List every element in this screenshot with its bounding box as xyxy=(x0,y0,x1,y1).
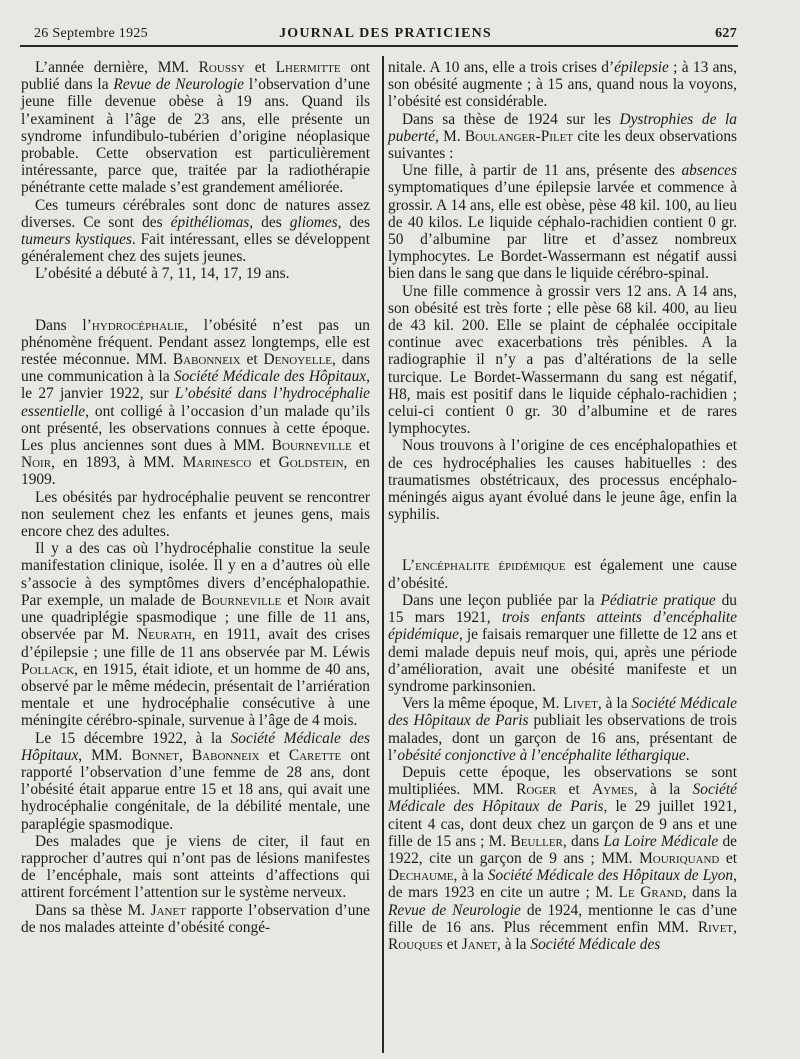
text-run: , en 1909. xyxy=(21,454,370,489)
text-run: L’ xyxy=(402,557,416,575)
smallcaps-run: Mouriquand xyxy=(639,849,720,867)
smallcaps-run: Le Grand xyxy=(618,884,683,902)
text-run: publiait les observations de trois malades, dont un garçon de 16 ans, présentant de l’ xyxy=(388,712,737,764)
running-header xyxy=(34,26,737,46)
text-run: et xyxy=(240,351,264,369)
italic-run: Pédiatrie pratique xyxy=(600,591,716,609)
italic-run: Société Médicale des Hôpitaux de Lyon xyxy=(487,867,734,885)
paragraph xyxy=(21,730,370,833)
text-run: L’année dernière, MM. xyxy=(35,59,199,76)
italic-run: La Loire Médicale xyxy=(603,832,719,850)
text-run: , dans xyxy=(562,832,604,850)
italic-run: Revue de Neurologie xyxy=(388,901,521,919)
smallcaps-run: Boulanger-Pilet xyxy=(464,127,574,145)
text-run: , de mars 1923 en cite un autre ; M. xyxy=(388,867,737,902)
text-run: , MM. xyxy=(78,746,132,764)
smallcaps-run: Noir xyxy=(21,454,52,472)
paragraph xyxy=(21,59,370,197)
text-run: , M. xyxy=(435,127,465,145)
left-column xyxy=(21,59,370,936)
text-run: , des xyxy=(249,213,290,231)
text-run: Les obésités par hydrocéphalie peuvent se rencontrer non seulement chez les enfants et jeunes gens, mais encore chez des adultes. xyxy=(21,488,370,541)
text-run: ont publié dans la xyxy=(21,59,371,94)
smallcaps-run: Bourneville xyxy=(201,591,282,609)
text-run: , le 27 janvier 1922, sur xyxy=(21,368,371,403)
section-gap xyxy=(21,283,370,317)
text-run: Dans une leçon publiée par la xyxy=(402,591,601,609)
text-run: Nous trouvons à l’origine de ces encéphalopathies et de ces hydrocéphalies les causes habituelles : des traumatismes obstétricaux, des processus encéphalo-méningés aigus ayant évolué dans le jeune âge, enfin la syphilis. xyxy=(388,437,737,524)
text-run: et xyxy=(351,437,370,455)
page-number: 627 xyxy=(715,26,737,41)
text-run: est également une cause d’obésité. xyxy=(388,557,737,592)
paragraph xyxy=(388,59,737,111)
italic-run: Société Médicale des Hôpitaux xyxy=(21,729,370,764)
smallcaps-run: Dechaume xyxy=(388,867,454,885)
text-run: , l’obésité n’est pas un phénomène fréquent. Pendant assez longtemps, elle est restée méconnue. MM. xyxy=(21,316,370,369)
smallcaps-run: Roger xyxy=(516,781,557,799)
paragraph xyxy=(21,197,370,266)
smallcaps-run: Pollack xyxy=(21,660,75,678)
italic-run: épithéliomas xyxy=(170,213,250,231)
text-run: , je faisais remarquer une fillette de 12 ans et demi malade depuis neuf mois, qui, après une période d’amélioration, avait une obésité manifeste et un syndrome parkinsonien. xyxy=(388,626,737,695)
text-run: , des xyxy=(337,213,370,231)
text-run: cite les deux observations suivantes : xyxy=(388,127,738,163)
text-run: avait une quadriplégie spasmodique ; une fille de 11 ans, observée par M. xyxy=(21,591,370,644)
smallcaps-run: Bonnet xyxy=(131,746,179,764)
header-rule xyxy=(20,45,738,47)
text-run: , en 1915, était idiote, et un homme de 40 ans, observé par le même médecin, présentait de l’arriération mentale et une hydrocéphalie consécutive à une méningite cérébro-spinale, survenue à l’âge de 4 mois. xyxy=(21,660,370,730)
text-run: et xyxy=(556,781,593,799)
paragraph xyxy=(388,111,737,163)
italic-run: gliomes xyxy=(289,213,338,231)
italic-run: Société Médicale des xyxy=(530,935,661,953)
paragraph xyxy=(21,540,370,729)
text-run: et xyxy=(442,935,462,953)
smallcaps-run: Janet xyxy=(150,901,186,919)
section-gap xyxy=(388,523,737,557)
italic-run: trois enfants atteints d’encéphalite épidémique xyxy=(388,609,737,644)
text-run: et xyxy=(281,591,305,609)
paragraph xyxy=(21,265,370,282)
text-run: , xyxy=(179,746,192,764)
text-run: et xyxy=(245,59,276,76)
text-run: Des malades que je viens de citer, il faut en rapprocher d’autres qui n’ont pas de lésions manifestes de l’encéphale, mais sont atteints d’affections qui attirent forcément l’attention sur le système nerveux. xyxy=(21,832,370,902)
text-run: de 1922, cite un garçon de 9 ans ; MM. xyxy=(388,832,737,867)
smallcaps-run: Lhermitte xyxy=(275,59,341,76)
smallcaps-run: Bourneville xyxy=(271,437,352,455)
smallcaps-run: Neurath xyxy=(137,626,192,644)
text-run: . xyxy=(685,746,690,764)
text-run: du 15 mars 1921, xyxy=(388,591,737,627)
text-run: ont rapporté l’observation d’une femme de 28 ans, dont l’obésité était apparue entre 15 et 18 ans, qui avait une hydrocéphalie congénitale, de la débilité mentale, une paraplégie spasmodique. xyxy=(21,746,370,833)
text-run: , ont colligé à l’occasion d’un malade qu’ils ont présenté, les observations connues à cette époque. Les plus anciennes sont dues à MM. xyxy=(21,402,370,455)
paragraph xyxy=(388,695,737,764)
text-run: et xyxy=(259,746,289,764)
text-run: et xyxy=(251,454,279,472)
paragraph xyxy=(388,437,737,523)
text-run: rapporte l’observation d’une de nos malades atteinte d’obésité congé- xyxy=(21,901,370,936)
text-run: , à la xyxy=(597,695,632,713)
text-run: , en 1893, à MM. xyxy=(51,454,183,472)
text-run: , à la xyxy=(453,867,488,885)
text-run: Depuis cette époque, les observations se sont multipliées. MM. xyxy=(388,763,737,799)
italic-run: L’obésité dans l’hydrocéphalie essentielle xyxy=(21,385,370,420)
text-run: , dans une communication à la xyxy=(21,351,370,386)
smallcaps-run: Goldstein xyxy=(278,454,344,472)
text-run: symptomatiques d’une épilepsie larvée et commence à grossir. A 14 ans, elle est obèse, pèse 48 kil. 100, au lieu de 40 kilos. Le liquide céphalo-rachidien contient 0 gr. 50 d’albumine par litre et d’assez nombreux lymphocytes. Le Bordet-Wassermann est négatif aussi bien dans le sang que dans le liquide cérébro-spinal. xyxy=(388,179,737,283)
text-run: Ces tumeurs cérébrales sont donc de natures assez diverses. Ce sont des xyxy=(21,196,370,231)
text-run: et xyxy=(719,849,737,867)
smallcaps-run: Roussy xyxy=(198,59,246,76)
italic-run: épilepsie xyxy=(614,59,669,76)
smallcaps-run: encéphalite épidémique xyxy=(415,557,566,575)
italic-run: absences xyxy=(681,162,737,180)
paragraph xyxy=(21,489,370,541)
text-run: ; à 13 ans, son obésité augmente ; à 15 ans, quand nous la voyons, l’obésité est considérable. xyxy=(388,59,737,111)
text-run: , dans la xyxy=(682,884,737,902)
italic-run: Société Médicale des Hôpitaux de Paris xyxy=(388,695,737,730)
smallcaps-run: Marinesco xyxy=(182,454,252,472)
text-run: l’observation d’une jeune fille devenue obèse à 19 ans. Quand ils l’examinent à l’âge de 23 ans, elle présente un syndrome infundibulo-tubérien d’origine néoplasique probable. Cette observation est particulièrement intéressante, parce que, traitée par la radiothérapie pénétrante cette malade s’est grandement améliorée. xyxy=(21,76,370,197)
smallcaps-run: Noir xyxy=(304,591,335,609)
smallcaps-run: Livet xyxy=(563,695,598,713)
smallcaps-run: Rivet xyxy=(697,918,734,936)
paragraph xyxy=(388,162,737,282)
right-column xyxy=(388,59,737,953)
text-run: Une fille, à partir de 11 ans, présente des xyxy=(402,162,682,180)
text-run: L’obésité a débuté à 7, 11, 14, 17, 19 ans. xyxy=(35,265,290,283)
journal-title: JOURNAL DES PRATICIENS xyxy=(279,26,492,41)
text-run: . Fait intéressant, elles se développent généralement chez des sujets jeunes. xyxy=(21,231,370,266)
column-divider xyxy=(382,56,384,1053)
italic-run: Société Médicale des Hôpitaux de Paris xyxy=(388,781,737,816)
smallcaps-run: Babonneix xyxy=(191,746,260,764)
smallcaps-run: Beuller xyxy=(510,832,563,850)
italic-run: Dystrophies de la puberté xyxy=(388,110,737,145)
smallcaps-run: Carette xyxy=(288,746,342,764)
header-date: 26 Septembre 1925 xyxy=(34,26,148,41)
text-run: Dans sa thèse de 1924 sur les xyxy=(402,110,620,128)
smallcaps-run: Denoyelle xyxy=(263,351,333,369)
smallcaps-run: hydrocéphalie xyxy=(91,316,185,334)
italic-run: Société Médicale des Hôpitaux xyxy=(173,368,367,386)
paragraph xyxy=(21,317,370,489)
text-run: , à la xyxy=(497,935,531,953)
paragraph xyxy=(388,283,737,438)
paragraph xyxy=(21,902,370,936)
text-run: , en 1911, avait des crises d’épilepsie ; une fille de 11 ans observée par M. Léwis xyxy=(21,626,371,661)
smallcaps-run: Babonneix xyxy=(172,351,241,369)
text-run: Dans sa thèse M. xyxy=(35,901,151,919)
italic-run: tumeurs kystiques xyxy=(21,231,132,249)
text-run: , à la xyxy=(633,781,693,799)
italic-run: Revue de Neurologie xyxy=(113,76,244,94)
text-run: , le 29 juillet 1921, citent 4 cas, dont deux chez un garçon de 9 ans et une fille de 15 ans ; M. xyxy=(388,798,737,850)
paragraph xyxy=(388,592,737,695)
text-run: , xyxy=(733,918,737,936)
text-run: Le 15 décembre 1922, à la xyxy=(35,729,231,747)
text-run: de 1924, mentionne le cas d’une fille de 16 ans. Plus récemment enfin MM. xyxy=(388,901,737,936)
text-run: Vers la même époque, M. xyxy=(402,695,564,713)
text-run: Il y a des cas où l’hydrocéphalie constitue la seule manifestation clinique, isolée. Il y en a d’autres où elle s’associe à des symptômes divers d’encéphalopathie. Par exemple, un malade de xyxy=(21,540,370,609)
paragraph xyxy=(388,764,737,953)
text-run: Une fille commence à grossir vers 12 ans. A 14 ans, son obésité est très forte ; elle pèse 68 kil. 400, au lieu de 43 kil. 200. Elle se plaint de céphalée occipitale continue avec exacerbations très pénibles. A la radiographie il n’y a pas d’altérations de la selle turcique. Le Bordet-Wassermann du sang est négatif, H8, mais est positif dans le liquide céphalo-rachidien ; celui-ci contient 0 gr. 30 d’albumine et de rares lymphocytes. xyxy=(388,282,737,438)
italic-run: obésité conjonctive à l’encéphalite léthargique xyxy=(397,746,686,764)
text-run: nitale. A 10 ans, elle a trois crises d’ xyxy=(388,59,615,76)
smallcaps-run: Aymes xyxy=(592,781,634,799)
smallcaps-run: Rouques xyxy=(388,935,443,953)
text-run: Dans l’ xyxy=(35,316,92,334)
smallcaps-run: Janet xyxy=(461,935,498,953)
paragraph xyxy=(21,833,370,902)
paragraph xyxy=(388,557,737,591)
